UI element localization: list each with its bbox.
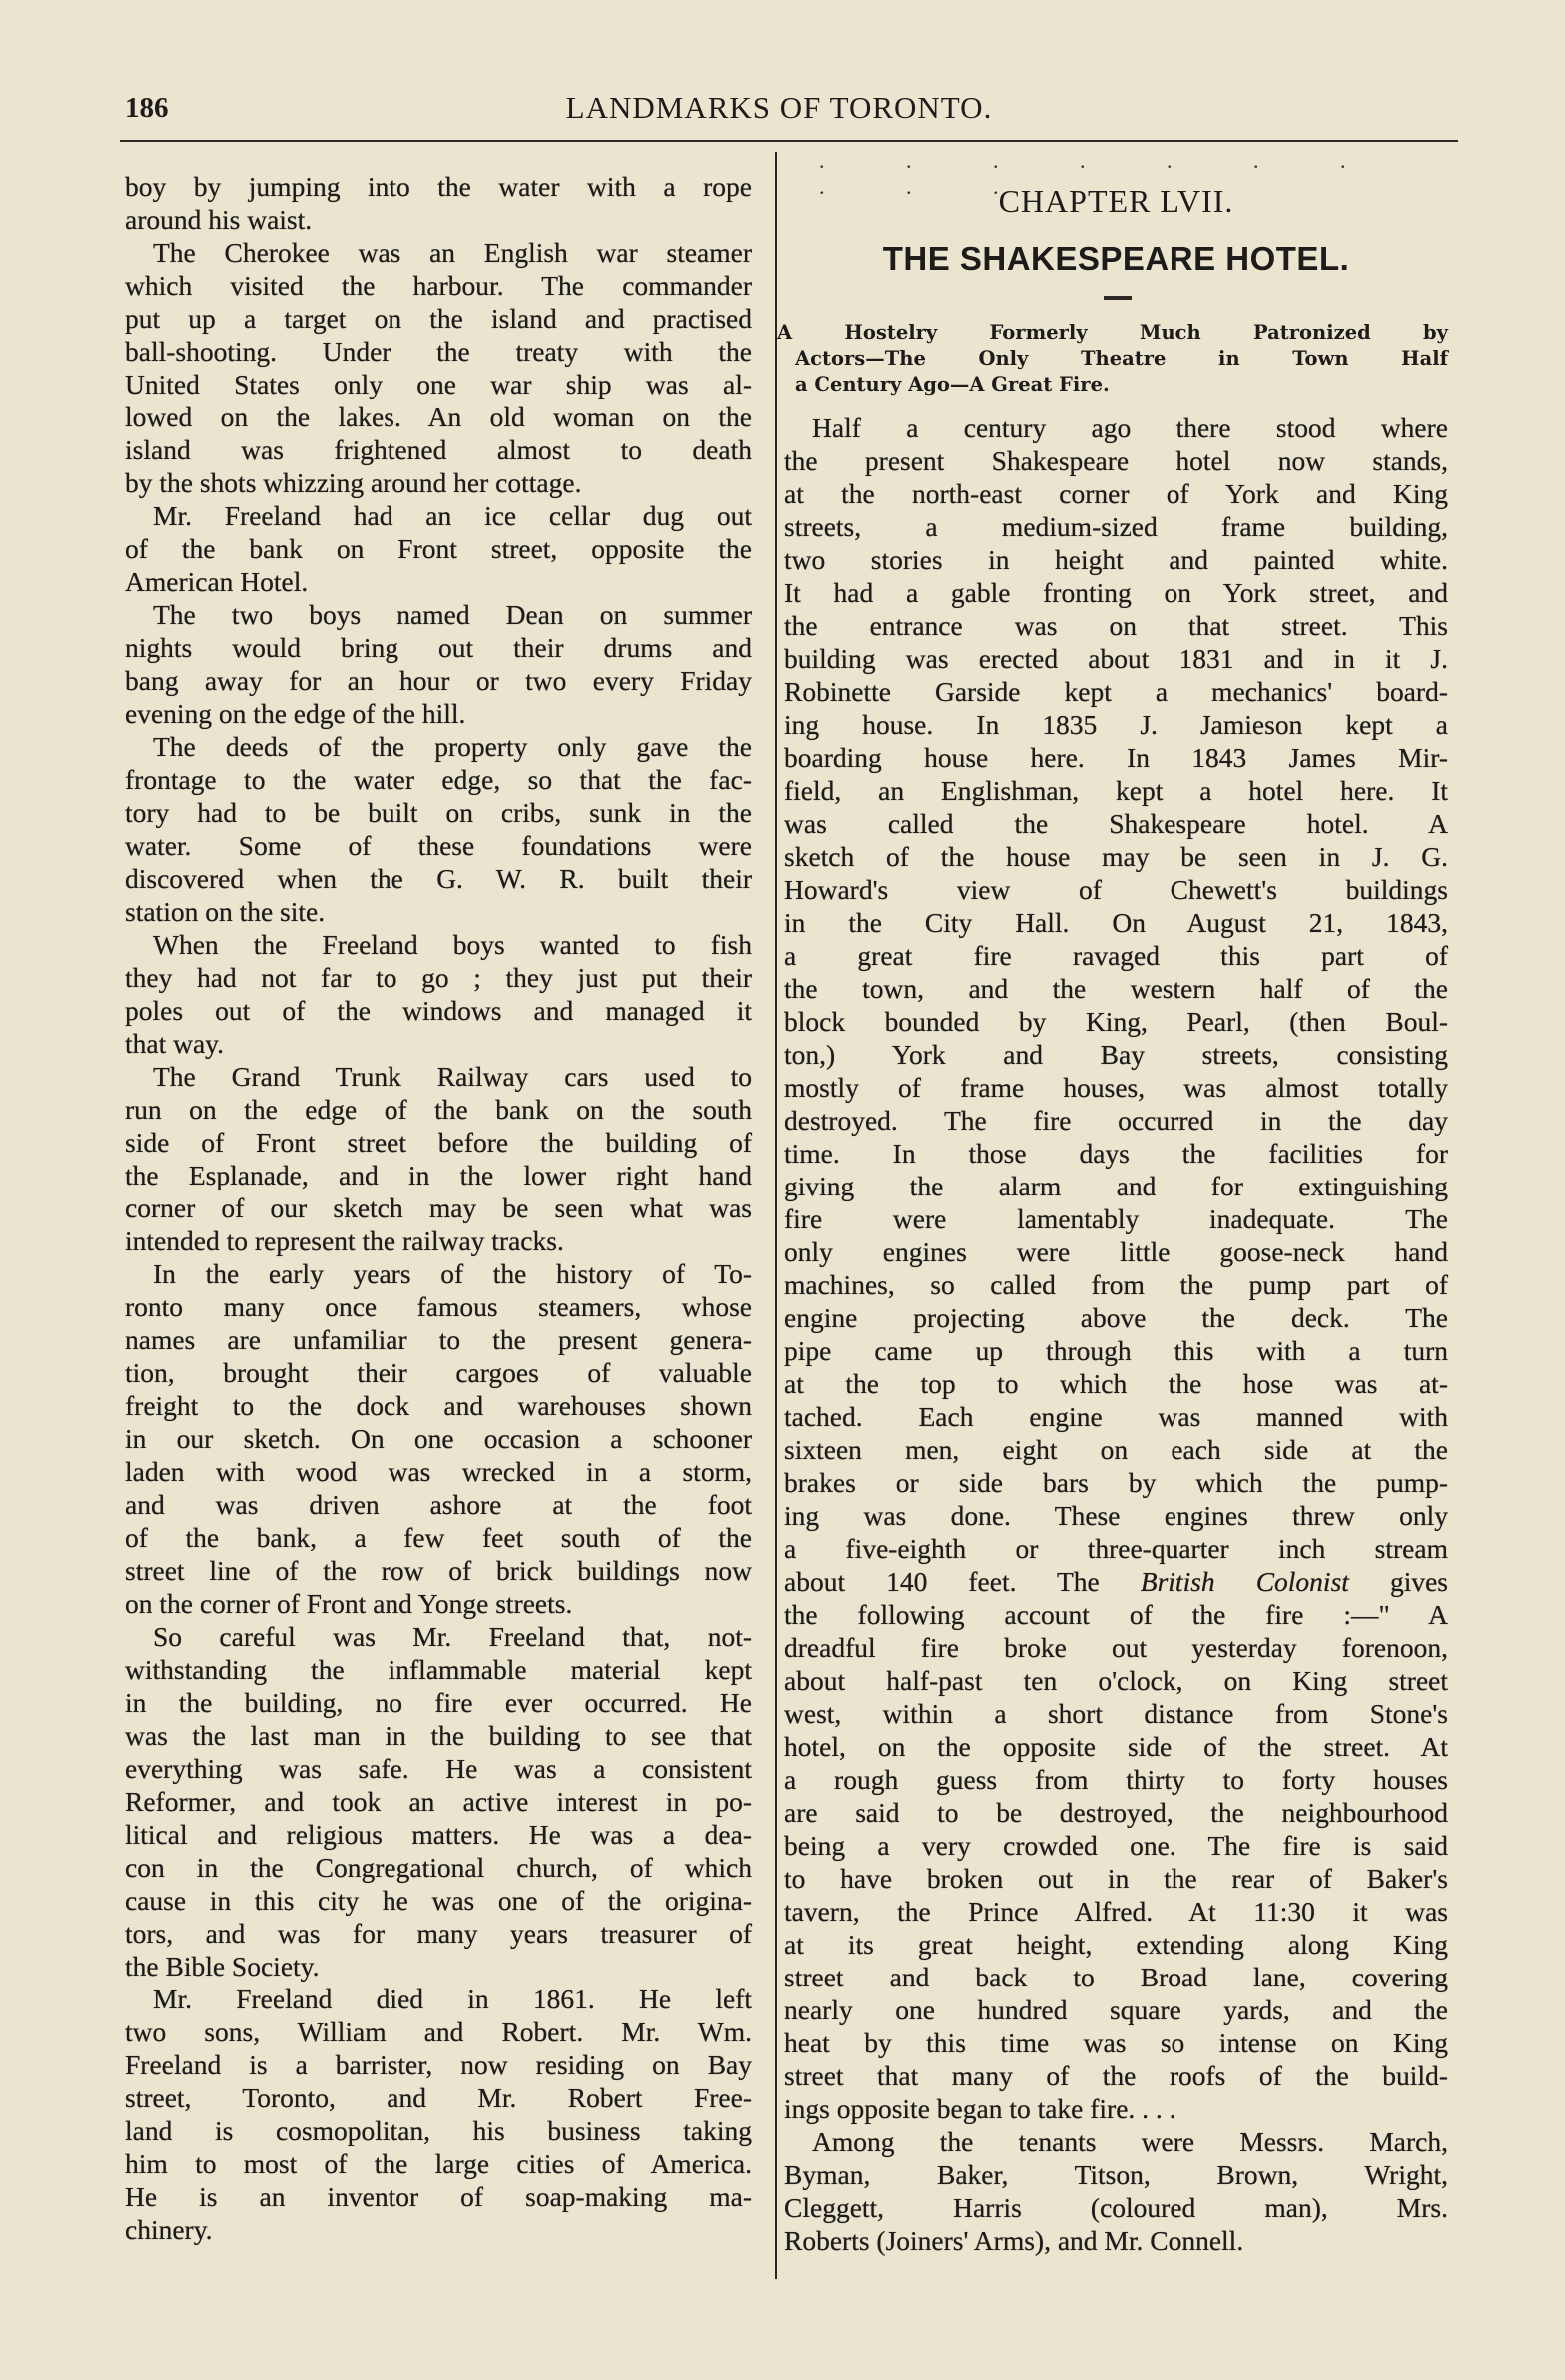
text-line: side of Front street before the building of (125, 1127, 752, 1158)
title-dash (1104, 296, 1132, 300)
text-line: in our sketch. On one occasion a schooner (125, 1423, 752, 1454)
text-line: around his waist. (125, 204, 313, 235)
text-line: Roberts (Joiners' Arms), and Mr. Connell. (784, 2225, 1244, 2256)
text-line: tory had to be built on cribs, sunk in the (125, 797, 752, 828)
text-line: So careful was Mr. Freeland that, not- (153, 1621, 752, 1652)
text-line: field, an Englishman, kept a hotel here. It (784, 775, 1448, 806)
text-line: they had not far to go ; they just put their (125, 962, 752, 993)
text-line: He is an inventor of soap-making ma- (125, 2181, 752, 2212)
text-line: was the last man in the building to see that (125, 1720, 752, 1751)
text-line: cause in this city he was one of the origina- (125, 1885, 752, 1916)
text-line: giving the alarm and for extinguishing (784, 1171, 1448, 1201)
italic-title: British Colonist (1140, 1566, 1349, 1597)
text-line: ing was done. These engines threw only (784, 1500, 1448, 1531)
text-line: It had a gable fronting on York street, and (784, 577, 1448, 608)
text-line: building was erected about 1831 and in it J. (784, 643, 1448, 674)
text-line: at the north-east corner of York and King (784, 478, 1448, 509)
text-line: nearly one hundred square yards, and the (784, 1994, 1448, 2025)
chapter-title: THE SHAKESPEARE HOTEL. (882, 240, 1350, 277)
text-line: engine projecting above the deck. The (784, 1302, 1448, 1333)
text-line: In the early years of the history of To- (153, 1258, 752, 1289)
text-line: corner of our sketch may be seen what was (125, 1192, 752, 1223)
text-line: two sons, William and Robert. Mr. Wm. (125, 2016, 752, 2047)
text-line: Howard's view of Chewett's buildings (784, 874, 1448, 905)
text-line: run on the edge of the bank on the south (125, 1094, 752, 1125)
text-line: a great fire ravaged this part of (784, 940, 1448, 971)
text-line: street that many of the roofs of the build- (784, 2060, 1448, 2091)
text-line: nights would bring out their drums and (125, 632, 752, 663)
text-line: island was frightened almost to death (125, 434, 752, 465)
paragraph (125, 170, 752, 236)
chapter-number: CHAPTER LVII. (998, 183, 1234, 219)
text-line: fire were lamentably inadequate. The (784, 1203, 1448, 1234)
text-line: Half a century ago there stood where (812, 412, 1448, 443)
text-line: street and back to Broad lane, covering (784, 1962, 1448, 1992)
text-line: dreadful fire broke out yesterday forenoon, (784, 1632, 1448, 1663)
paragraph (125, 1983, 752, 2246)
text-line: at the top to which the hose was at- (784, 1368, 1448, 1399)
text-line: poles out of the windows and managed it (125, 995, 752, 1026)
ornament-dots: . . . . . . . . . . (819, 148, 1384, 199)
text-line: The Cherokee was an English war steamer (153, 237, 752, 268)
text-line: The Grand Trunk Railway cars used to (153, 1061, 752, 1092)
text-line: Reformer, and took an active interest in po- (125, 1786, 752, 1817)
text-line: Mr. Freeland died in 1861. He left (153, 1983, 752, 2014)
running-title: LANDMARKS OF TORONTO. (565, 90, 993, 125)
text-line: block bounded by King, Pearl, (then Boul- (784, 1006, 1448, 1037)
text-line: sketch of the house may be seen in J. G. (784, 841, 1448, 872)
text-line: water. Some of these foundations were (125, 830, 752, 861)
text-fragment: about 140 feet. The (784, 1566, 1141, 1597)
text-line: land is cosmopolitan, his business taking (125, 2115, 752, 2146)
text-line: chinery. (125, 2214, 213, 2245)
text-fragment: gives (1348, 1566, 1448, 1597)
text-line: ing house. In 1835 J. Jamieson kept a (784, 709, 1448, 740)
text-line: of the bank on Front street, opposite the (125, 533, 752, 564)
text-line: withstanding the inflammable material kept (125, 1654, 752, 1685)
text-line: United States only one war ship was al- (125, 369, 752, 399)
text-line: Robinette Garside kept a mechanics' board- (784, 676, 1448, 707)
paragraph (125, 236, 752, 499)
text-line: at its great height, extending along King (784, 1929, 1448, 1960)
subheading-line: a Century Ago—A Great Fire. (795, 373, 1110, 396)
paragraph (125, 1257, 752, 1620)
text-line: mostly of frame houses, was almost totally (784, 1072, 1448, 1103)
text-line (784, 1565, 1448, 1598)
text-line: machines, so called from the pump part of (784, 1269, 1448, 1300)
text-line: brakes or side bars by which the pump- (784, 1467, 1448, 1498)
paragraph (125, 730, 752, 928)
paragraph (125, 928, 752, 1060)
text-line: Freeland is a barrister, now residing on Bay (125, 2049, 752, 2080)
text-line: boy by jumping into the water with a rope (125, 171, 752, 202)
text-line: con in the Congregational church, of which (125, 1852, 752, 1883)
text-line: a five-eighth or three-quarter inch stream (784, 1533, 1448, 1564)
text-line: only engines were little goose-neck hand (784, 1236, 1448, 1267)
text-line: him to most of the large cities of America. (125, 2148, 752, 2179)
text-line: was called the Shakespeare hotel. A (784, 808, 1448, 839)
text-line: discovered when the G. W. R. built their (125, 863, 752, 894)
text-line: hotel, on the opposite side of the street. At (784, 1731, 1448, 1762)
text-line: Cleggett, Harris (coloured man), Mrs. (784, 2192, 1448, 2223)
text-line: being a very crowded one. The fire is said (784, 1830, 1448, 1861)
chapter-subheading (777, 320, 1448, 397)
subheading-line: A Hostelry Formerly Much Patronized by (777, 321, 1448, 344)
text-line: the present Shakespeare hotel now stands, (784, 445, 1448, 476)
text-line: When the Freeland boys wanted to fish (153, 929, 752, 960)
text-line: and was driven ashore at the foot (125, 1489, 752, 1520)
text-line: heat by this time was so intense on King (784, 2027, 1448, 2058)
text-line: by the shots whizzing around her cottage. (125, 467, 582, 498)
text-line: pipe came up through this with a turn (784, 1335, 1448, 1366)
text-line: laden with wood was wrecked in a storm, (125, 1456, 752, 1487)
paragraph (784, 2125, 1448, 2257)
text-line: Byman, Baker, Titson, Brown, Wright, (784, 2159, 1448, 2190)
text-line: in the building, no fire ever occurred. He (125, 1687, 752, 1718)
text-line: the following account of the fire :—" A (784, 1599, 1448, 1630)
text-line: frontage to the water edge, so that the fac- (125, 764, 752, 795)
page-number: 186 (125, 92, 169, 124)
text-line: tors, and was for many years treasurer of (125, 1918, 752, 1949)
text-line: that way. (125, 1028, 225, 1059)
text-line: the Esplanade, and in the lower right hand (125, 1160, 752, 1190)
text-line: freight to the dock and warehouses shown (125, 1390, 752, 1421)
text-line: Among the tenants were Messrs. March, (812, 2126, 1448, 2157)
text-line: tavern, the Prince Alfred. At 11:30 it was (784, 1896, 1448, 1927)
text-line: Mr. Freeland had an ice cellar dug out (153, 500, 752, 531)
paragraph (784, 411, 1448, 2125)
text-line: of the bank, a few feet south of the (125, 1522, 752, 1553)
text-line: bang away for an hour or two every Friday (125, 665, 752, 696)
text-line: boarding house here. In 1843 James Mir- (784, 742, 1448, 773)
text-line: street, Toronto, and Mr. Robert Free- (125, 2082, 752, 2113)
text-line: ronto many once famous steamers, whose (125, 1291, 752, 1322)
text-line: tached. Each engine was manned with (784, 1401, 1448, 1432)
paragraph (125, 499, 752, 598)
text-line: American Hotel. (125, 566, 309, 597)
text-line: street line of the row of brick buildings now (125, 1555, 752, 1586)
text-line: intended to represent the railway tracks. (125, 1225, 564, 1256)
header-rule (120, 140, 1458, 142)
text-line: evening on the edge of the hill. (125, 698, 466, 729)
text-line: ball-shooting. Under the treaty with the (125, 336, 752, 367)
text-line: west, within a short distance from Stone's (784, 1698, 1448, 1729)
text-line: a rough guess from thirty to forty houses (784, 1764, 1448, 1795)
text-line: are said to be destroyed, the neighbourhood (784, 1797, 1448, 1828)
text-line: names are unfamiliar to the present genera- (125, 1324, 752, 1355)
text-line: streets, a medium-sized frame building, (784, 511, 1448, 542)
text-line: about half-past ten o'clock, on King street (784, 1665, 1448, 1696)
paragraph (125, 1620, 752, 1983)
right-column (784, 411, 1448, 2257)
text-line: the town, and the western half of the (784, 973, 1448, 1004)
text-line: ton,) York and Bay streets, consisting (784, 1039, 1448, 1070)
text-line: which visited the harbour. The commander (125, 270, 752, 301)
text-line: destroyed. The fire occurred in the day (784, 1105, 1448, 1136)
text-line: lowed on the lakes. An old woman on the (125, 401, 752, 432)
text-line: The deeds of the property only gave the (153, 731, 752, 762)
text-line: on the corner of Front and Yonge streets. (125, 1588, 573, 1619)
text-line: time. In those days the facilities for (784, 1138, 1448, 1169)
subheading-line: Actors—The Only Theatre in Town Half (795, 347, 1448, 370)
column-divider (775, 152, 777, 2279)
text-line: put up a target on the island and practised (125, 303, 752, 334)
left-column (125, 170, 752, 2246)
text-line: tion, brought their cargoes of valuable (125, 1357, 752, 1388)
text-line: litical and religious matters. He was a dea- (125, 1819, 752, 1850)
text-line: two stories in height and painted white. (784, 544, 1448, 575)
text-line: in the City Hall. On August 21, 1843, (784, 907, 1448, 938)
text-line: everything was safe. He was a consistent (125, 1753, 752, 1784)
text-line: The two boys named Dean on summer (153, 599, 752, 630)
text-line: the entrance was on that street. This (784, 610, 1448, 641)
text-line: the Bible Society. (125, 1951, 320, 1982)
text-line: ings opposite began to take fire. . . . (784, 2093, 1176, 2124)
paragraph (125, 1060, 752, 1257)
paragraph (125, 598, 752, 730)
text-line: station on the site. (125, 896, 326, 927)
text-line: to have broken out in the rear of Baker's (784, 1863, 1448, 1894)
text-line: sixteen men, eight on each side at the (784, 1434, 1448, 1465)
